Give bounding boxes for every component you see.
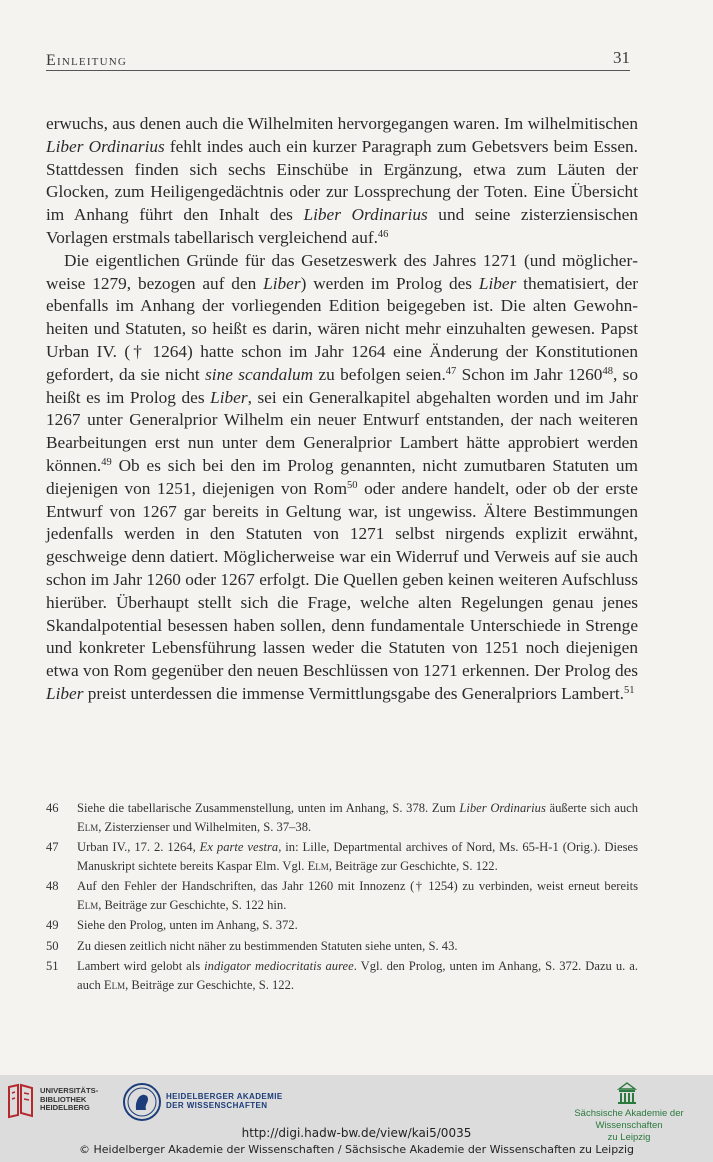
saw-building-icon[interactable] xyxy=(617,1081,637,1105)
running-head xyxy=(46,48,630,71)
text-run: Ob es sich bei den im Prolog genannten, nicht zumutbaren Statuten um diejenigen von 1251, diejenigen von Rom xyxy=(46,455,638,498)
italic-text: Liber xyxy=(210,387,248,407)
text-run: , Zisterzienser und Wilhelmiten, S. 37–38. xyxy=(98,819,312,834)
footnotes xyxy=(46,799,638,996)
footnote xyxy=(46,916,638,935)
text-run: Siehe den Prolog, unten im Anhang, S. 372. xyxy=(77,918,298,932)
text-run: und seine zisterziensischen Vorlagen erstmals tabellarisch vergleichend auf. xyxy=(46,205,638,247)
text-run: , so heißt es im Prolog des xyxy=(46,364,638,407)
text-run: zu befolgen seien. xyxy=(313,364,446,384)
footnote xyxy=(46,937,638,956)
author-name: Elm xyxy=(77,819,99,834)
permalink-url[interactable]: http://digi.hadw-bw.de/view/kai5/0035 xyxy=(241,1126,472,1140)
body-paragraph xyxy=(46,250,638,706)
text-run: preist unterdessen die immense Vermittlungsgabe des Generalpriors Lambert. xyxy=(83,683,624,703)
author-name: Elm xyxy=(77,897,99,912)
footnote-ref[interactable]: 46 xyxy=(377,228,389,240)
ub-heidelberg-logo-icon[interactable] xyxy=(6,1083,36,1119)
text-run: . Vgl. den Prolog, unten im Anhang, S. 372. Dazu u. a. auch xyxy=(77,959,638,992)
ub-logo-text: UNIVERSITÄTS- BIBLIOTHEK HEIDELBERG xyxy=(40,1086,99,1113)
footnote-ref[interactable]: 50 xyxy=(347,479,358,491)
footnote-ref[interactable]: 51 xyxy=(623,684,635,696)
text-run: oder andere handelt, oder ob der erste Entwurf von 1267 gar bereits in Geltung war, ist ungewiss. Ältere Bestimmungen jedenfalls werden in den Statuten von 1271 selbst nirgends explizit erwähnt, geschweige denn datiert. Möglicherweise war ein Widerruf und Verweis auf sie auch schon im Jahr 1260 oder 1267 erfolgt. Die Quellen geben keinen weiteren Aufschluss hierüber. Überhaupt stellt sich die Frage, welche alten Regelungen genau jenes Skandalpotential besessen haben sollen, denn fundamentale Unterschiede in Strenge und konkreter Lebensführung lassen weder die Statuten von 1251 noch diejenigen etwa von Rom gegenüber den neuen Beschlüssen von 1271 erkennen. Der Prolog des xyxy=(46,478,638,681)
italic-text: Liber xyxy=(263,273,301,293)
footnote xyxy=(46,957,638,994)
footnote xyxy=(46,877,638,914)
italic-text: sine scandalum xyxy=(205,364,314,384)
text-run: äußerte sich auch xyxy=(545,801,639,815)
footnote xyxy=(46,838,638,875)
italic-text: indigator mediocritatis auree xyxy=(204,959,354,973)
footnote-number: 47 xyxy=(46,840,59,854)
text-run: , in: Lille, Departmental archives of Nord, Ms. 65-H-1 (Orig.). Dieses Manuskript sichtete bereits Kaspar Elm. Vgl. xyxy=(77,840,638,873)
italic-text: Liber Ordinarius xyxy=(459,801,546,815)
footnote-ref[interactable]: 48 xyxy=(602,365,613,377)
text-run: , sei ein Generalkapitel abgehalten worden und im Jahr 1267 unter Generalprior Wilhelm ein neuer Entwurf entstanden, der nach weiteren Bearbeitungen erst nun unter dem Generalprior Lambert hätte approbiert werden können. xyxy=(46,387,638,475)
italic-text: Liber xyxy=(478,273,517,293)
text-run: Urban IV., 17. 2. 1264, xyxy=(77,840,200,854)
text-run: Siehe die tabellarische Zusammenstellung, unten im Anhang, S. 378. Zum xyxy=(77,801,460,815)
footer-bar xyxy=(0,1075,713,1162)
page-number: 31 xyxy=(613,48,630,67)
footnote-number: 50 xyxy=(46,938,59,953)
text-run: ) werden im Prolog des xyxy=(300,273,479,293)
body-paragraph xyxy=(46,113,638,250)
footnote-number: 46 xyxy=(46,801,59,815)
text-run: , Beiträge zur Geschichte, S. 122 hin. xyxy=(98,897,287,912)
footnote-number: 48 xyxy=(46,879,59,893)
text-run: Auf den Fehler der Handschriften, das Jahr 1260 mit Innozenz († 1254) zu verbinden, weist erneut bereits xyxy=(77,879,638,893)
hadw-seal-icon[interactable] xyxy=(122,1082,162,1122)
text-run: , Beiträge zur Geschichte, S. 122. xyxy=(125,977,295,992)
footnote-ref[interactable]: 47 xyxy=(445,365,457,377)
italic-text: Liber xyxy=(46,683,84,703)
text-run: , Beiträge zur Geschichte, S. 122. xyxy=(328,858,498,873)
footnote-number: 51 xyxy=(46,959,59,973)
italic-text: Liber Ordinarius xyxy=(46,136,165,156)
footnote xyxy=(46,799,638,836)
italic-text: Liber Ordinarius xyxy=(303,205,428,225)
text-run: Zu diesen zeitlich nicht näher zu bestimmenden Statuten siehe unten, S. 43. xyxy=(77,938,458,953)
text-run: thematisiert, der ebenfalls im Anhang der vorliegenden Edition beigegeben ist. Die alten Gewohnheiten und Statuten, so heißt es darin, wären nicht mehr einzuhalten gewesen. Papst Urban IV. († 1264) hatte schon im Jahr 1264 eine Änderung der Konstitutionen gefordert, da sie nicht xyxy=(46,273,638,384)
footnote-ref[interactable]: 49 xyxy=(101,456,112,468)
text-run: fehlt indes auch ein kurzer Paragraph zum Gebetsvers beim Essen. Stattdessen finden sich sechs Einschübe in Ergänzung, etwa zum Läuten der Glocken, zum Heiligengedächtnis oder zur Lossprechung der Toten. Eine Übersicht im Anhang führt den Inhalt des xyxy=(46,136,638,225)
footnote-number: 49 xyxy=(46,918,59,932)
text-run: Lambert wird gelobt als xyxy=(77,959,205,973)
copyright-notice: © Heidelberger Akademie der Wissenschaften / Sächsische Akademie der Wissenschaften zu Leipzig xyxy=(78,1143,634,1156)
saw-logo-text: Sächsische Akademie der Wissenschaften zu Leipzig xyxy=(574,1108,684,1143)
italic-text: Ex parte vestra xyxy=(199,840,279,854)
body-text xyxy=(46,113,638,706)
text-run: Die eigentlichen Gründe für das Gesetzeswerk des Jahres 1271 (und möglicherweise 1279, bezogen auf den xyxy=(46,250,638,293)
text-run: erwuchs, aus denen auch die Wilhelmiten hervorgegangen waren. Im wilhelmitischen xyxy=(46,114,638,133)
hadw-logo-text: HEIDELBERGER AKADEMIE DER WISSENSCHAFTEN xyxy=(166,1092,283,1110)
author-name: Elm xyxy=(103,977,126,992)
running-title: Einleitung xyxy=(46,52,128,69)
author-name: Elm xyxy=(307,858,329,873)
text-run: Schon im Jahr 1260 xyxy=(456,364,603,384)
